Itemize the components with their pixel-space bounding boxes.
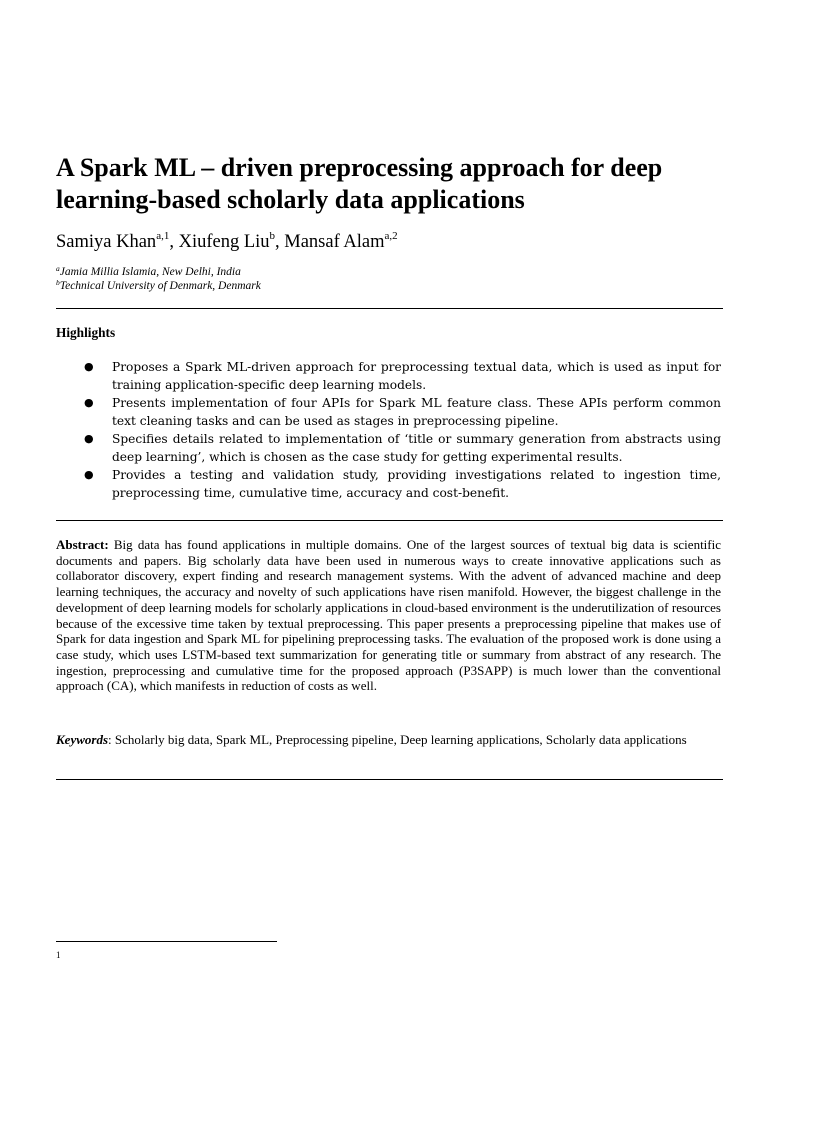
highlight-item	[84, 466, 721, 502]
bullet-icon: ●	[84, 360, 94, 373]
author-name: Xiufeng Liu	[178, 232, 270, 252]
author-separator: ,	[275, 232, 285, 252]
bullet-icon: ●	[84, 432, 94, 445]
highlights-heading: Highlights	[56, 325, 116, 340]
affiliation	[56, 279, 261, 293]
author-affiliation-mark: b	[269, 230, 276, 242]
highlight-text: Proposes a Spark ML-driven approach for preprocessing textual data, which is used as input for training application-specific deep learning models.	[112, 360, 721, 392]
author-separator: ,	[169, 232, 179, 252]
affiliation-text: Jamia Millia Islamia, New Delhi, India	[59, 266, 241, 278]
keywords	[56, 732, 721, 749]
author-name: Samiya Khan	[56, 232, 157, 252]
highlight-item	[84, 358, 721, 394]
author-affiliation-mark: a,2	[384, 230, 398, 242]
affiliation-mark: b	[56, 278, 60, 287]
affiliation	[56, 265, 241, 279]
abstract-text: Big data has found applications in multiple domains. One of the largest sources of textual big data is scientific documents and papers. Big scholarly data have been used in numerous ways to create innovative applications such as collaborator discovery, expert finding and research management systems. With the advent of advanced machine and deep learning techniques, the accuracy and novelty of such applications have risen manifold. However, the biggest challenge in the development of deep learning models for scholarly applications in cloud-based environment is the underutilization of resources because of the excessive time taken by textual preprocessing. This paper presents a preprocessing pipeline that makes use of Spark for data ingestion and Spark ML for pipelining preprocessing tasks. The evaluation of the proposed work is done using a case study, which uses LSTM-based text summarization for generating title or summary from abstract of any research. The ingestion, preprocessing and cumulative time for the proposed approach (P3SAPP) is much lower than the conventional approach (CA), which manifests in reduction of costs as well.	[56, 537, 722, 694]
footnote-divider	[56, 941, 277, 942]
keywords-text: : Scholarly big data, Spark ML, Preprocessing pipeline, Deep learning applications, Scholarly data applications	[108, 732, 687, 747]
abstract	[56, 537, 721, 694]
highlight-text: Specifies details related to implementation of ‘title or summary generation from abstracts using deep learning’, which is chosen as the case study for getting experimental results.	[112, 432, 721, 464]
bullet-icon: ●	[84, 396, 94, 409]
author-affiliation-mark: a,1	[156, 230, 170, 242]
section-divider	[56, 308, 723, 309]
highlight-item	[84, 394, 721, 430]
affiliation-mark: a	[56, 264, 60, 273]
footnote-mark: 1	[56, 950, 61, 960]
highlights-list	[84, 358, 721, 502]
author-name: Mansaf Alam	[284, 232, 385, 252]
bullet-icon: ●	[84, 468, 94, 481]
section-divider	[56, 520, 723, 521]
highlight-text: Provides a testing and validation study, providing investigations related to ingestion time, preprocessing time, cumulative time, accuracy and cost-benefit.	[112, 468, 721, 500]
keywords-label: Keywords	[56, 732, 108, 747]
highlight-text: Presents implementation of four APIs for Spark ML feature class. These APIs perform common text cleaning tasks and can be used as stages in preprocessing pipeline.	[112, 396, 721, 428]
affiliation-text: Technical University of Denmark, Denmark	[59, 280, 261, 292]
paper-title: A Spark ML – driven preprocessing approach for deep learning-based scholarly data applications	[56, 153, 663, 214]
section-divider	[56, 779, 723, 780]
highlight-item	[84, 430, 721, 466]
abstract-label: Abstract:	[56, 537, 109, 552]
author-list	[56, 229, 398, 255]
